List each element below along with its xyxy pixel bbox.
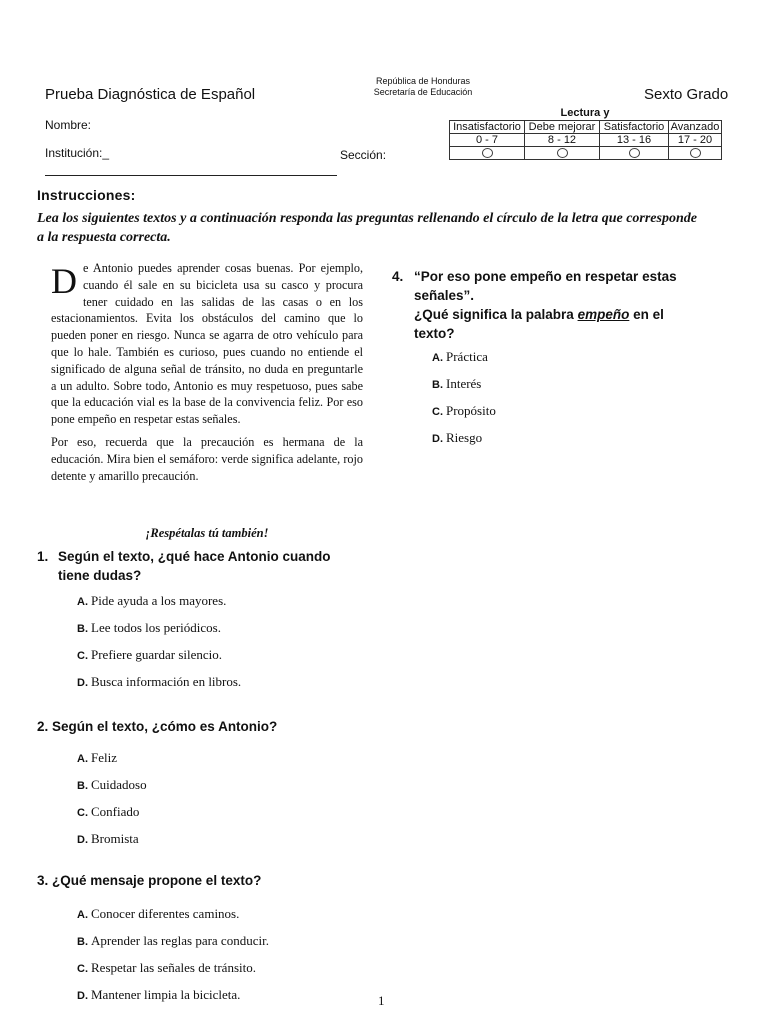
question-text: ¿Qué mensaje propone el texto? [52, 873, 262, 888]
answer-option[interactable] [77, 933, 269, 950]
question-number: 2. [37, 719, 49, 734]
answer-option[interactable] [77, 777, 277, 794]
rubric-range: 17 - 20 [669, 134, 722, 147]
nombre-label: Nombre: [45, 118, 92, 132]
circle-icon[interactable] [482, 148, 493, 158]
rubric-bubble-cell[interactable] [450, 147, 525, 160]
circle-icon[interactable] [690, 148, 701, 158]
option-text: Riesgo [446, 430, 483, 445]
option-letter: B. [77, 623, 88, 635]
passage-paragraph-text: e Antonio puedes aprender cosas buenas. Por ejemplo, cuando él sale en su bicicleta usa su casco y procura tener cuidado en las salidas de las casas o en los estacionamientos. Evita los obstáculos del camino que lo pueden poner en riesgo. Nunca se agarra de otro vehículo para que lo hale. También es curioso, pues cuando no entiende el significado de alguna señal de tránsito, no duda en preguntarle a un adulto. Sobre todo, Antonio es muy respetuoso, pues sabe que la educación vial es la base de la convivencia feliz. Por eso pone empeño en respetar estas señales. [51, 261, 363, 427]
option-text: Confiado [91, 804, 140, 819]
option-text: Busca información en libros. [91, 674, 242, 689]
option-letter: C. [77, 807, 88, 819]
option-text: Aprender las reglas para conducir. [91, 933, 269, 948]
circle-icon[interactable] [557, 148, 568, 158]
option-text: Feliz [91, 750, 117, 765]
answer-option[interactable] [77, 593, 367, 610]
page-number: 1 [378, 993, 385, 1008]
option-text: Cuidadoso [91, 777, 147, 792]
rubric-ranges-row [450, 134, 722, 147]
option-letter: A. [77, 909, 88, 921]
passage-paragraph: Por eso, recuerda que la precaución es hermana de la educación. Mira bien el semáforo: verde significa adelante, rojo detente y amarillo precaución. [51, 434, 363, 483]
rubric-level: Avanzado [669, 121, 722, 134]
rubric-bubble-cell[interactable] [669, 147, 722, 160]
answer-option[interactable] [432, 376, 722, 393]
question-text-continued [392, 305, 722, 324]
circle-icon[interactable] [629, 148, 640, 158]
option-letter: B. [432, 379, 443, 391]
secretaria-line: Secretaría de Educación [373, 87, 473, 97]
option-letter: C. [77, 650, 88, 662]
answer-option[interactable] [77, 647, 367, 664]
instructions-text: Lea los siguientes textos y a continuación responda las preguntas rellenando el círculo de la letra que corresponde a la respuesta correcta. [37, 211, 697, 245]
answer-option[interactable] [432, 349, 722, 366]
option-letter: A. [77, 753, 88, 765]
institucion-label: Institución:_ [45, 146, 110, 160]
option-letter: A. [77, 596, 88, 608]
answer-option[interactable] [77, 987, 269, 1004]
rubric-level: Insatisfactorio [450, 121, 525, 134]
answer-option[interactable] [432, 403, 722, 420]
question-number: 4. [392, 269, 404, 284]
answer-option[interactable] [77, 831, 277, 848]
question-number: 1. [37, 549, 49, 564]
option-text: Interés [446, 376, 482, 391]
passage-slogan: ¡Respétalas tú también! [145, 526, 269, 540]
rubric-level: Debe mejorar [525, 121, 600, 134]
name-underline [45, 175, 337, 176]
question-3 [37, 871, 269, 1004]
question-text-part: en el [629, 307, 664, 322]
answer-option[interactable] [77, 804, 277, 821]
question-text-part: ¿Qué significa la palabra [414, 307, 578, 322]
question-number: 3. [37, 873, 49, 888]
answer-option[interactable] [432, 430, 722, 447]
answer-option[interactable] [77, 960, 269, 977]
rubric-range: 13 - 16 [600, 134, 669, 147]
grade-label: Sexto Grado [644, 86, 729, 103]
rubric-bubble-cell[interactable] [600, 147, 669, 160]
instructions-title: Instrucciones: [37, 187, 136, 203]
rubric-range: 8 - 12 [525, 134, 600, 147]
rubric-title: Lectura y [560, 107, 610, 119]
option-text: Lee todos los periódicos. [91, 620, 221, 635]
question-text-continued: tiene dudas? [58, 568, 142, 583]
rubric-bubbles-row [450, 147, 722, 160]
answer-option[interactable] [77, 674, 367, 691]
option-letter: D. [77, 834, 88, 846]
option-text: Bromista [91, 831, 139, 846]
option-letter: D. [432, 433, 443, 445]
question-2 [37, 717, 277, 848]
option-letter: B. [77, 780, 88, 792]
option-letter: B. [77, 936, 88, 948]
test-title: Prueba Diagnóstica de Español [45, 86, 256, 103]
option-text: Mantener limpia la bicicleta. [91, 987, 241, 1002]
option-letter: C. [432, 406, 443, 418]
passage-paragraph [51, 260, 363, 428]
option-text: Conocer diferentes caminos. [91, 906, 240, 921]
rubric-table [449, 120, 722, 160]
question-prompt [37, 717, 277, 736]
option-letter: D. [77, 990, 88, 1002]
institution-header [330, 76, 516, 98]
answer-option[interactable] [77, 750, 277, 767]
question-4 [392, 267, 722, 447]
question-text: Según el texto, ¿qué hace Antonio cuando [58, 549, 331, 564]
option-letter: D. [77, 677, 88, 689]
rubric-bubble-cell[interactable] [525, 147, 600, 160]
answer-option[interactable] [77, 906, 269, 923]
question-1 [37, 547, 367, 691]
underlined-word: empeño [577, 307, 630, 322]
option-letter: A. [432, 352, 443, 364]
question-text-continued: señales”. [414, 288, 475, 303]
question-text-continued: texto? [414, 326, 455, 341]
rubric-level: Satisfactorio [600, 121, 669, 134]
option-text: Pide ayuda a los mayores. [91, 593, 227, 608]
option-text: Prefiere guardar silencio. [91, 647, 223, 662]
rubric-levels-row [450, 121, 722, 134]
question-prompt [37, 547, 367, 566]
option-letter: C. [77, 963, 88, 975]
option-text: Práctica [446, 349, 488, 364]
answer-option[interactable] [77, 620, 367, 637]
question-prompt [37, 871, 269, 890]
question-text: Según el texto, ¿cómo es Antonio? [52, 719, 278, 734]
option-text: Respetar las señales de tránsito. [91, 960, 256, 975]
option-text: Propósito [446, 403, 496, 418]
republica-line: República de Honduras [375, 76, 471, 86]
rubric-range: 0 - 7 [450, 134, 525, 147]
drop-cap: D [51, 261, 77, 301]
question-prompt [392, 267, 722, 286]
seccion-label: Sección: [340, 148, 387, 162]
question-text: “Por eso pone empeño en respetar estas [414, 269, 677, 284]
reading-passage [51, 260, 363, 490]
